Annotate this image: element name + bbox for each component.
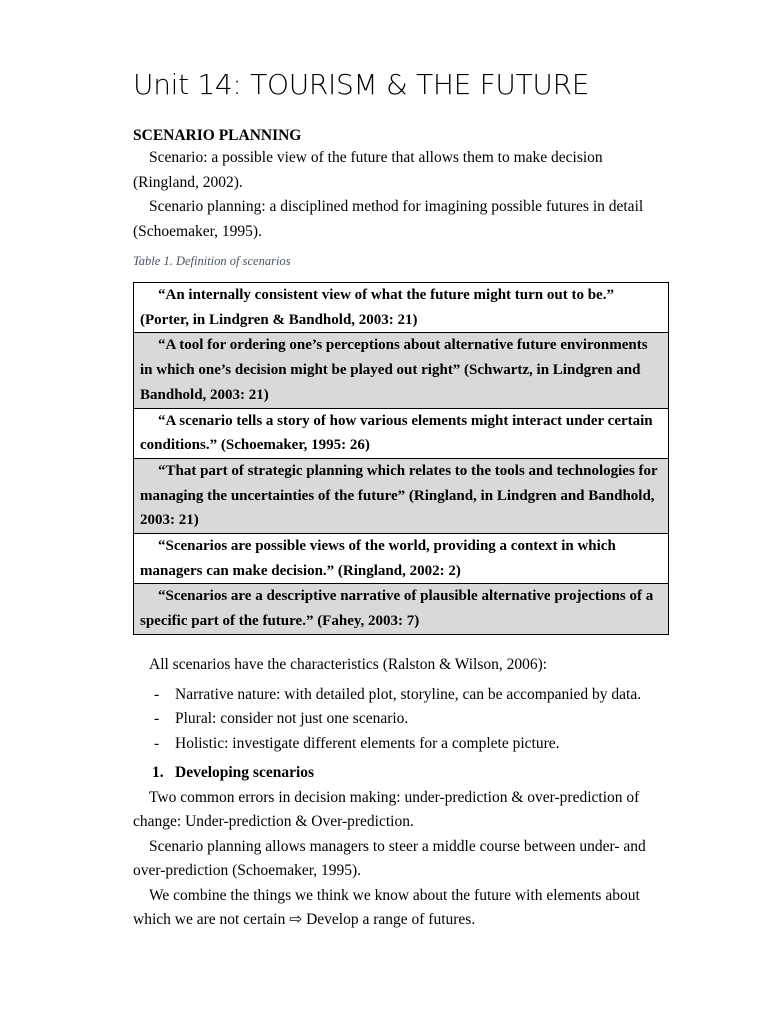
table-cell: “A tool for ordering one’s perceptions about alternative future environments in which one’s decision might be played out right” (Schwartz, in Lindgren and Bandhold, 2003: 21) [134,333,669,408]
characteristics-intro: All scenarios have the characteristics (Ralston & Wilson, 2006): [149,656,548,673]
table-cell: “That part of strategic planning which relates to the tools and technologies for managing the uncertainties of the future” (Ringland, in Lindgren and Bandhold, 2003: 21) [134,458,669,533]
developing-paragraph: Scenario planning allows managers to steer a middle course between under- and over-prediction (Schoemaker, 1995). [133,837,646,879]
list-item [133,732,669,757]
subsection-heading [133,761,669,786]
table-row [134,458,669,533]
table-row [134,283,669,333]
intro-block [133,146,669,244]
list-item-text: Narrative nature: with detailed plot, storyline, can be accompanied by data. [175,685,642,703]
list-item-text: Holistic: investigate different elements for a complete picture. [175,734,560,752]
definitions-table [133,282,669,635]
table-cell: “Scenarios are a descriptive narrative of plausible alternative projections of a specific part of the future.” (Fahey, 2003: 7) [134,584,669,634]
table-row [134,584,669,634]
table-cell: “Scenarios are possible views of the world, providing a context in which managers can make decision.” (Ringland, 2002: 2) [134,534,669,584]
characteristics-list [133,683,669,757]
intro-paragraph: Scenario planning: a disciplined method for imagining possible futures in detail (Schoemaker, 1995). [133,198,644,240]
intro-paragraph: Scenario: a possible view of the future that allows them to make decision (Ringland, 2002). [133,149,603,191]
list-item [133,707,669,732]
bullet-marker: - [154,734,160,752]
bullet-marker: - [154,710,160,727]
developing-paragraph: Two common errors in decision making: under-prediction & over-prediction of change: Under-prediction & Over-prediction. [133,788,640,830]
table-caption: Table 1. Definition of scenarios [133,254,291,268]
table-cell: “A scenario tells a story of how various elements might interact under certain conditions.” (Schoemaker, 1995: 26) [134,408,669,458]
bullet-marker: - [154,685,160,703]
section-heading: SCENARIO PLANNING [133,127,302,144]
table-cell: “An internally consistent view of what the future might turn out to be.” (Porter, in Lindgren & Bandhold, 2003: 21) [134,283,669,333]
subsection-title: Developing scenarios [175,764,315,781]
list-item [133,683,669,708]
subsection-number: 1. [152,764,164,781]
table-row [134,408,669,458]
page-title: Unit 14: TOURISM & THE FUTURE [133,68,590,101]
table-row [134,534,669,584]
list-item-text: Plural: consider not just one scenario. [175,710,409,727]
table-row [134,333,669,408]
developing-paragraph: We combine the things we think we know about the future with elements about which we are not certain ⇨ Develop a range of futures. [133,886,640,928]
characteristics-block [133,653,669,933]
